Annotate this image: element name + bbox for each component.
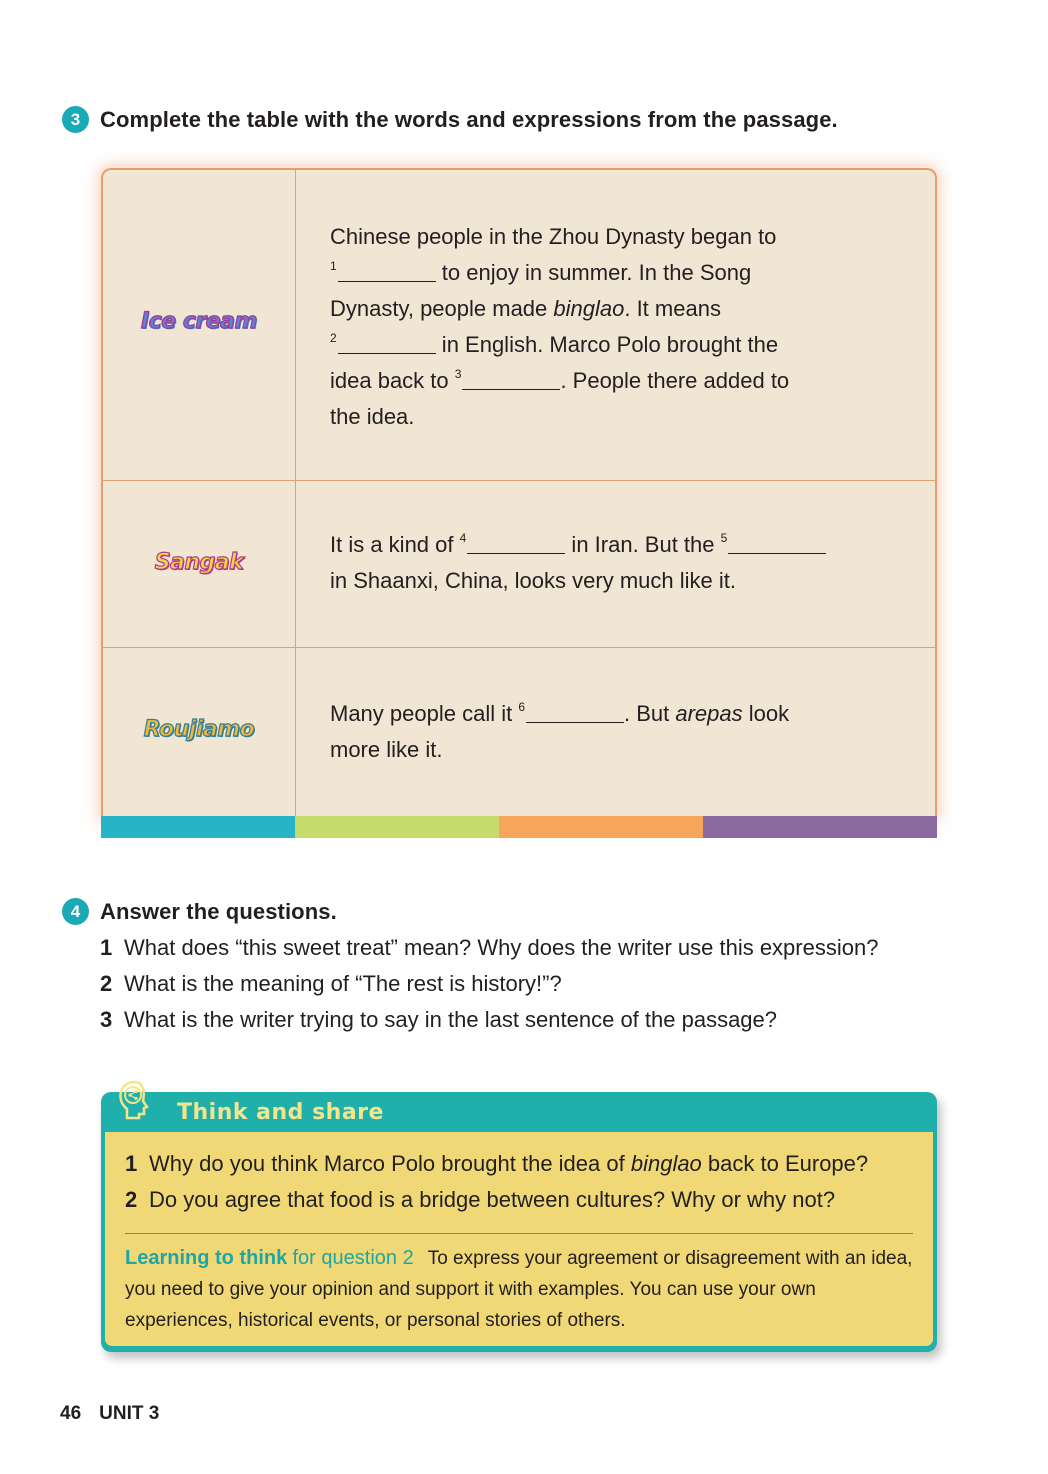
list-item: 1 Why do you think Marco Polo brought the idea of binglao back to Europe? [125, 1151, 869, 1176]
row-label-cell [103, 648, 296, 819]
blank-number: 3 [454, 367, 462, 381]
cell-text: idea back to [330, 368, 455, 393]
head-share-icon [117, 1078, 173, 1134]
cell-text: to enjoy in summer. In the Song [435, 260, 752, 285]
answer-blank[interactable] [338, 331, 436, 354]
stripe-orange [499, 816, 703, 838]
cell-text: look [742, 701, 790, 726]
blank-number: 5 [720, 531, 728, 545]
exercise-4-heading [62, 898, 337, 925]
blank-number: 6 [518, 700, 526, 714]
cell-line [330, 732, 890, 768]
blank-number: 1 [330, 259, 337, 273]
word-art-roujiamo: Roujiamo [143, 717, 255, 742]
exercise-instruction: Complete the table with the words and expressions from the passage. [100, 106, 838, 132]
cell-line [330, 291, 890, 327]
row-text-cell [330, 527, 890, 599]
cell-text: . But [624, 701, 676, 726]
cell-text: in English. Marco Polo brought the [435, 332, 779, 357]
page-number: 46 [60, 1403, 82, 1424]
cell-text: It is a kind of [330, 532, 460, 557]
cell-text: Many people call it [330, 701, 519, 726]
learning-to-think-tip: Learning to think for question 2 To express your agreement or disagreement with an idea, you need to give your opinion and support it with examples. You can use your own experiences, historical events, or personal stories of others. [125, 1247, 913, 1331]
cell-text: the idea. [330, 404, 415, 429]
italic-term: binglao [553, 296, 625, 321]
list-item: 1 What does “this sweet treat” mean? Why does the writer use this expression? [100, 935, 879, 960]
divider [125, 1233, 913, 1234]
word-art-sangak: Sangak [154, 550, 244, 575]
answer-blank[interactable] [526, 700, 624, 723]
row-text-cell [330, 219, 890, 435]
table-box [101, 168, 937, 818]
row-label-cell [103, 481, 296, 648]
blank-number: 2 [330, 331, 337, 345]
cell-text: . People there added to [560, 368, 790, 393]
cell-text: . It means [624, 296, 721, 321]
stripe-green [295, 816, 499, 838]
table-row [103, 170, 935, 480]
cell-line [330, 527, 890, 563]
blank-number: 4 [459, 531, 467, 545]
italic-term: arepas [675, 701, 743, 726]
cell-line [330, 219, 890, 255]
list-item: 3 What is the writer trying to say in the last sentence of the passage? [100, 1007, 778, 1032]
think-and-share-box [101, 1092, 937, 1352]
stripe-teal [101, 816, 295, 838]
think-share-body [105, 1132, 933, 1346]
row-label-cell [103, 170, 296, 480]
table-row [103, 647, 935, 819]
table-row [103, 480, 935, 648]
cell-line [330, 696, 890, 732]
cell-text: Dynasty, people made [330, 296, 554, 321]
cell-text: in Shaanxi, China, looks very much like it. [330, 568, 736, 593]
cell-text: in Iran. But the [565, 532, 721, 557]
cell-line [330, 363, 890, 399]
exercise-instruction: Answer the questions. [100, 898, 337, 924]
exercise-3-heading [62, 106, 838, 133]
cell-line [330, 255, 890, 291]
answer-blank[interactable] [467, 531, 565, 554]
page-footer [60, 1403, 177, 1425]
answer-blank[interactable] [462, 367, 560, 390]
vocab-table [101, 168, 937, 838]
answer-blank[interactable] [728, 531, 826, 554]
cell-line [330, 327, 890, 363]
cell-line [330, 563, 890, 599]
exercise-number-badge: 4 [62, 898, 89, 925]
unit-label: UNIT 3 [99, 1403, 160, 1424]
question-list [100, 930, 878, 1038]
color-stripe [101, 816, 937, 838]
exercise-number-badge: 3 [62, 106, 89, 133]
list-item: 2 Do you agree that food is a bridge between cultures? Why or why not? [125, 1187, 836, 1212]
word-art-ice-cream: Ice cream [141, 309, 257, 334]
cell-line [330, 399, 890, 435]
row-text-cell [330, 696, 890, 768]
list-item: 2 What is the meaning of “The rest is history!”? [100, 971, 562, 996]
think-share-title: Think and share [177, 1100, 384, 1125]
answer-blank[interactable] [338, 259, 436, 282]
stripe-purple [703, 816, 937, 838]
cell-text: Chinese people in the Zhou Dynasty began to [330, 224, 777, 249]
cell-text: more like it. [330, 737, 443, 762]
